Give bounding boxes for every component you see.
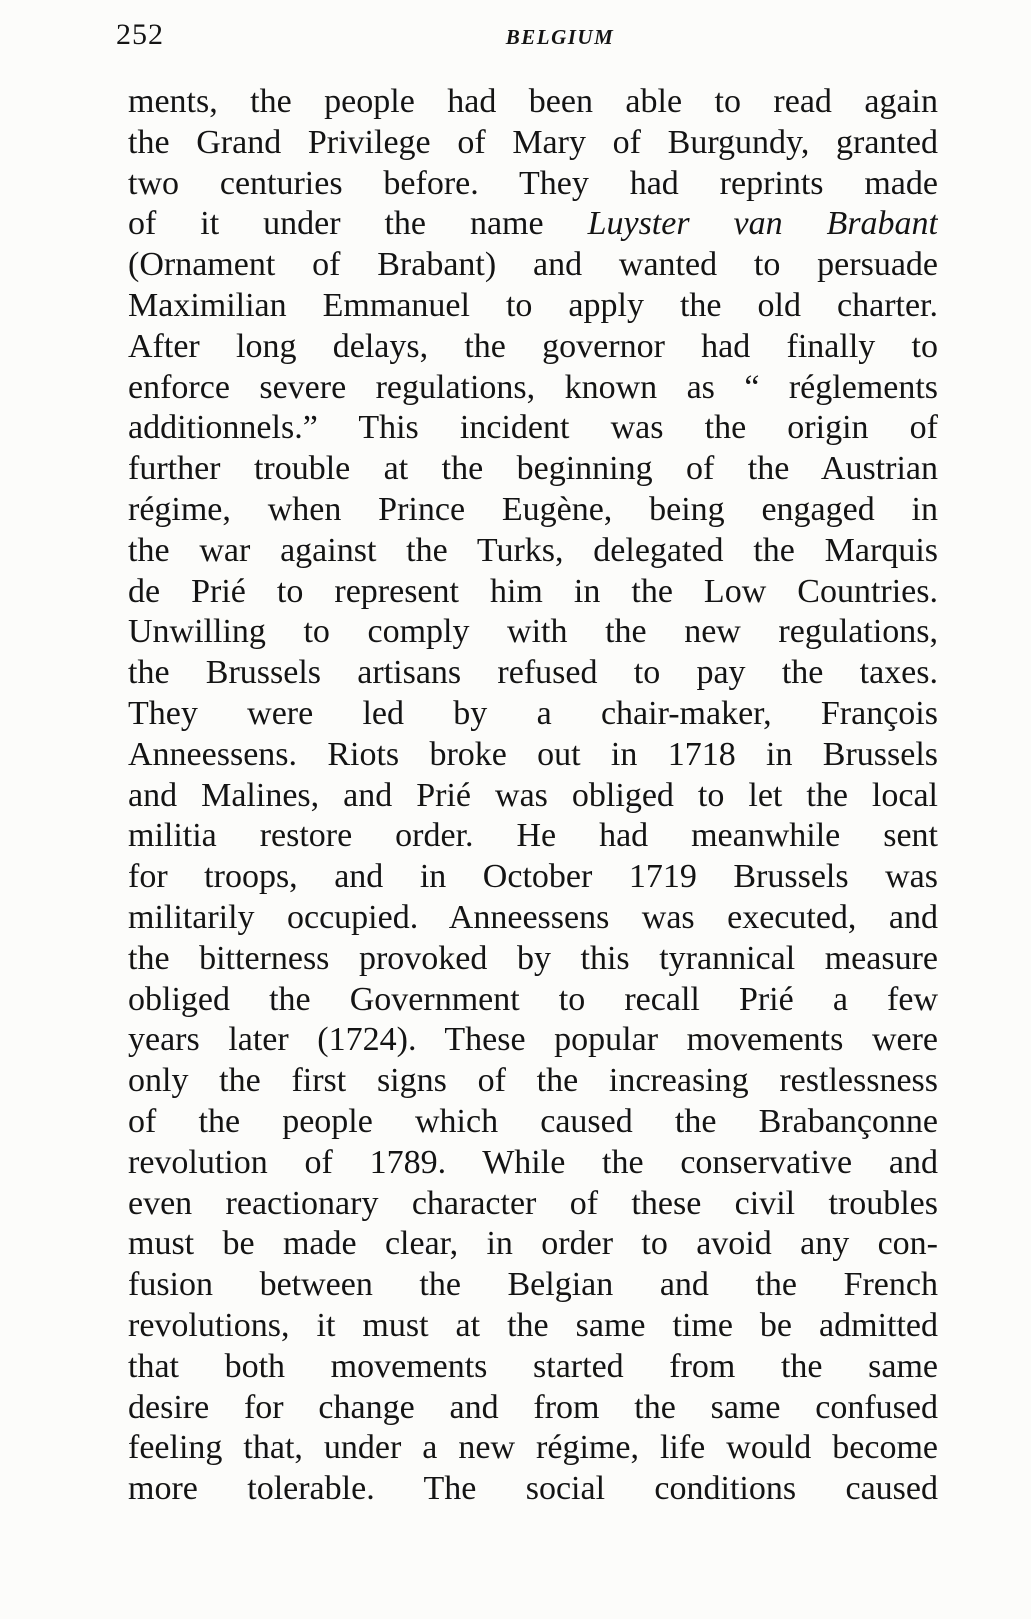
text-line: Maximilian Emmanuel to apply the old charter. [128,286,938,324]
text-line: militia restore order. He had meanwhile sent [128,817,938,855]
text-line: revolution of 1789. While the conservative and [128,1143,938,1181]
text-line: ments, the people had been able to read again [128,83,938,120]
text-line: régime, when Prince Eugène, being engaged in [128,490,938,528]
text-line: of the people which caused the Brabançonne [128,1102,938,1140]
text-line: the war against the Turks, delegated the Marquis [128,531,938,569]
text-line: militarily occupied. Anneessens was executed, and [128,898,938,936]
text-line-italic: Luyster van Brabant [587,205,938,243]
body-text [128,82,938,1510]
text-line: (Ornament of Brabant) and wanted to persuade [128,246,938,284]
page-number: 252 [116,18,164,51]
text-line: years later (1724). These popular movements were [128,1021,938,1059]
text-line: more tolerable. The social conditions caused [128,1470,938,1508]
text-line: further trouble at the beginning of the Austrian [128,450,938,488]
text-line: They were led by a chair-maker, François [128,694,938,732]
text-line: and Malines, and Prié was obliged to let the local [128,776,938,814]
text-line: additionnels.” This incident was the origin of [128,409,938,447]
text-line: the Grand Privilege of Mary of Burgundy, granted [128,123,938,161]
text-line: even reactionary character of these civil troubles [128,1184,938,1222]
text-line: Unwilling to comply with the new regulations, [128,613,938,651]
page-header [0,16,1031,56]
text-line: desire for change and from the same confused [128,1388,938,1426]
text-line: enforce severe regulations, known as “ réglements [128,368,938,406]
text-line [128,204,938,245]
text-line: obliged the Government to recall Prié a few [128,980,938,1018]
text-line: two centuries before. They had reprints made [128,164,938,202]
text-line: Anneessens. Riots broke out in 1718 in Brussels [128,735,938,773]
text-line: the bitterness provoked by this tyrannical measure [128,939,938,977]
text-line: revolutions, it must at the same time be admitted [128,1306,938,1344]
text-line: feeling that, under a new régime, life would become [128,1429,938,1467]
text-line: only the first signs of the increasing restlessness [128,1062,938,1100]
text-line: for troops, and in October 1719 Brussels was [128,858,938,896]
text-line: de Prié to represent him in the Low Countries. [128,572,938,610]
text-line: must be made clear, in order to avoid any con- [128,1225,938,1263]
running-head: BELGIUM [505,25,615,49]
text-line: the Brussels artisans refused to pay the taxes. [128,654,938,692]
text-line: that both movements started from the same [128,1347,938,1385]
text-line: After long delays, the governor had finally to [128,327,938,365]
text-line: fusion between the Belgian and the French [128,1266,938,1304]
text-line-roman: of it under the name [128,205,588,243]
